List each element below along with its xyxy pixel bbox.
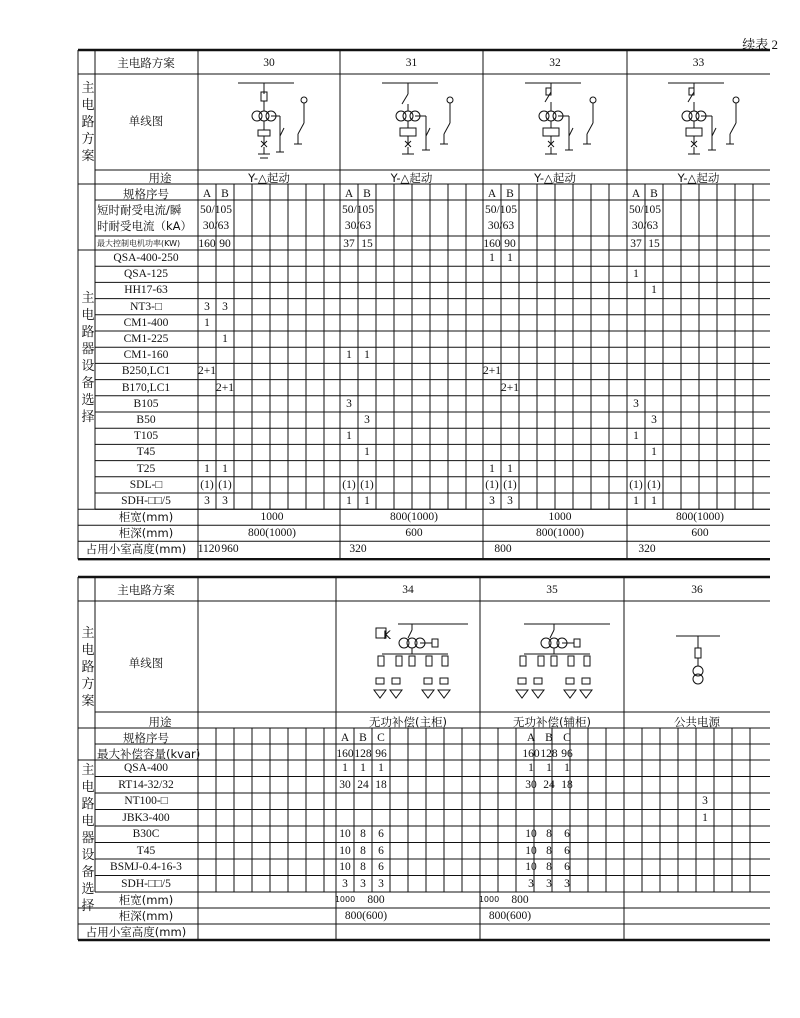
cell-value: 1: [346, 495, 352, 507]
side-char: 路: [81, 797, 95, 812]
width-30: 1000: [260, 511, 284, 524]
power-b: 15: [361, 238, 373, 250]
depth-value: 800(600): [344, 910, 388, 922]
side-char: 路: [81, 325, 95, 340]
cell-value-2: 8: [546, 828, 552, 840]
item-name: B170,LC1: [121, 381, 171, 394]
height-33: 320: [638, 543, 656, 556]
cell-value: 1: [204, 316, 210, 329]
item-name: QSA-400-250: [113, 252, 179, 264]
cell-value: 1: [507, 252, 513, 264]
side-char: 路: [81, 115, 95, 130]
power-a: 37: [630, 238, 642, 250]
cell-value: 1: [346, 349, 352, 362]
side-char: 主: [81, 626, 95, 641]
single-line-diagram-34: [368, 618, 478, 707]
use-text: Y-△起动: [677, 171, 720, 185]
use-text-2: 无功补偿(辅柜): [513, 715, 591, 729]
item-name-2: QSA-400: [123, 762, 169, 774]
scheme-number: 31: [405, 57, 418, 69]
item-name: SDL-□: [129, 478, 163, 491]
cell-value-2: 8: [360, 844, 366, 857]
cell-value-2: 8: [546, 844, 552, 857]
power-a: 37: [343, 238, 355, 250]
header-depth: 柜深(mm): [118, 526, 174, 541]
cell-value: 2+1: [198, 365, 216, 378]
height-32: 800: [494, 543, 512, 556]
header-short-time-1: 短时耐受电流/瞬: [97, 203, 182, 217]
cell-value: 1: [204, 462, 210, 475]
header-max-power: 最大控制电机功率(KW): [97, 239, 181, 248]
single-line-diagram-30: [228, 78, 318, 175]
cell-value: (1): [647, 478, 661, 491]
cell-value: (1): [485, 478, 499, 491]
depth-30: 800(1000): [248, 527, 296, 540]
k-label: K: [383, 628, 391, 642]
cell-value: 3: [507, 495, 513, 507]
item-name: CM1-160: [123, 349, 169, 362]
cell-value: 3: [489, 495, 495, 507]
cell-value: 1: [507, 462, 513, 475]
scheme-number-2: 36: [691, 584, 703, 596]
side-char: 设: [81, 848, 95, 863]
cell-value: 2+1: [216, 381, 234, 394]
cell-value-2: 1: [360, 762, 366, 774]
use-text-2: 无功补偿(主柜): [369, 715, 447, 729]
side-char: 方: [81, 677, 95, 692]
col-a: A: [202, 188, 212, 200]
capacity-value: 128: [354, 748, 372, 760]
short-time-current: 50/105: [629, 204, 661, 216]
capacity-value: 96: [375, 748, 387, 760]
cell-value-2: 3: [564, 877, 570, 890]
col-b: B: [221, 188, 229, 200]
height-31: 320: [349, 543, 367, 556]
cell-value-2: 10: [525, 861, 537, 873]
short-time-current: 50/105: [200, 204, 232, 216]
single-line-diagram-35: [510, 618, 620, 707]
capacity-value: 160: [336, 748, 354, 760]
cell-value-2: 3: [360, 877, 366, 890]
col-header: B: [545, 732, 553, 744]
depth-31: 600: [405, 527, 423, 540]
single-line-diagram-36: [670, 630, 730, 695]
side-char: 器: [81, 831, 95, 846]
cell-value: 1: [633, 430, 639, 443]
header-scheme-2: 主电路方案: [117, 583, 175, 597]
cell-value-2: 10: [525, 828, 537, 840]
cell-value-2: 24: [357, 778, 369, 791]
single-line-diagram-32: [515, 78, 605, 175]
side-char: 选: [81, 393, 95, 408]
width-a: 1000: [478, 895, 500, 904]
item-name: HH17-63: [124, 284, 168, 297]
side-char: 方: [81, 132, 95, 147]
cell-value-2: 24: [543, 778, 555, 791]
col-a: A: [487, 188, 497, 200]
item-name: SDH-□□/5: [121, 495, 171, 507]
col-header: A: [340, 732, 350, 744]
cell-value: (1): [200, 478, 214, 491]
cell-value: 3: [222, 495, 228, 507]
side-label-scheme: [80, 80, 96, 165]
side-char: 电: [81, 308, 95, 323]
side-char: 主: [81, 81, 95, 96]
side-char: 电: [81, 98, 95, 113]
col-header: B: [359, 732, 367, 744]
cell-value: 2+1: [501, 381, 519, 394]
cell-value: (1): [342, 478, 356, 491]
cell-value: 1: [651, 495, 657, 507]
cell-value-2: 3: [378, 877, 384, 890]
scheme-number-2: 34: [402, 584, 414, 596]
cell-value: 3: [364, 414, 370, 426]
scheme-number: 32: [549, 57, 561, 69]
cell-value-2: 30: [339, 778, 351, 791]
power-b: 90: [504, 238, 516, 250]
cell-value-2: 8: [360, 861, 366, 873]
side-char: 选: [81, 882, 95, 897]
capacity-value: 128: [540, 748, 558, 760]
cell-value: 1: [364, 495, 370, 507]
instant-current: 30/63: [202, 220, 230, 232]
header-short-time-2: 时耐受电流（kA）: [97, 219, 193, 233]
cell-value: 1: [364, 349, 370, 362]
side-char: 备: [81, 865, 95, 880]
col-b: B: [506, 188, 514, 200]
cell-value-2: 1: [702, 811, 708, 824]
side-char: 电: [81, 643, 95, 658]
side-label-equipment-2: [80, 762, 96, 915]
cell-value-2: 10: [339, 828, 351, 840]
header-height-2: 占用小室高度(mm): [85, 925, 187, 939]
cell-value: 3: [633, 397, 639, 410]
cell-value-2: 10: [525, 844, 537, 857]
cell-value: (1): [218, 478, 232, 491]
cell-value: 1: [364, 446, 370, 459]
header-height: 占用小室高度(mm): [85, 542, 187, 557]
width-b: 800: [511, 894, 529, 906]
side-char: 择: [81, 410, 95, 425]
cell-value-2: 6: [564, 828, 570, 840]
cell-value: 3: [204, 495, 210, 507]
scheme-number-2: 35: [546, 584, 558, 596]
side-char: 主: [81, 291, 95, 306]
item-name: NT3-□: [130, 300, 162, 313]
col-b: B: [363, 188, 371, 200]
item-name: T105: [133, 430, 159, 443]
header-depth-2: 柜深(mm): [118, 909, 174, 923]
header-width-2: 柜宽(mm): [118, 893, 174, 907]
height-30-b: 960: [221, 543, 239, 556]
side-char: 电: [81, 780, 95, 795]
cell-value-2: 1: [528, 762, 534, 774]
col-b: B: [650, 188, 658, 200]
use-text: Y-△起动: [390, 171, 433, 185]
cell-value: (1): [360, 478, 374, 491]
item-name-2: SDH-□□/5: [121, 877, 171, 890]
instant-current: 30/63: [344, 220, 372, 232]
cell-value-2: 3: [702, 795, 708, 807]
use-text: Y-△起动: [248, 171, 290, 185]
single-line-diagram-33: [658, 78, 748, 175]
use-text: Y-△起动: [534, 171, 576, 185]
item-name: CM1-400: [123, 316, 169, 329]
cell-value-2: 1: [342, 762, 348, 774]
col-header: A: [526, 732, 536, 744]
cell-value-2: 3: [546, 877, 552, 890]
height-30-a: 1120: [197, 543, 221, 556]
header-scheme: 主电路方案: [117, 56, 175, 70]
width-32: 1000: [548, 511, 572, 524]
cell-value-2: 1: [378, 762, 384, 774]
power-a: 160: [198, 238, 216, 250]
cell-value: (1): [629, 478, 643, 491]
power-b: 15: [648, 238, 660, 250]
cell-value: 3: [222, 300, 228, 313]
item-name-2: RT14-32/32: [118, 778, 174, 791]
instant-current: 30/63: [631, 220, 659, 232]
cell-value: 1: [651, 284, 657, 297]
header-diagram-2: 单线图: [128, 656, 164, 670]
header-use-2: 用途: [148, 715, 172, 729]
width-31: 800(1000): [390, 511, 438, 524]
header-diagram: 单线图: [128, 114, 164, 128]
col-header: C: [377, 732, 385, 744]
cell-value: 3: [651, 414, 657, 426]
cell-value: 1: [633, 495, 639, 507]
cell-value-2: 6: [564, 861, 570, 873]
cell-value-2: 3: [342, 877, 348, 890]
cell-value-2: 8: [546, 861, 552, 873]
cell-value: 1: [489, 462, 495, 475]
item-name: B250,LC1: [121, 365, 171, 378]
item-name-2: T45: [136, 844, 156, 857]
header-capacity: 最大补偿容量(kvar): [97, 747, 201, 761]
power-a: 160: [483, 238, 501, 250]
cell-value: 1: [651, 446, 657, 459]
width-b: 800: [367, 894, 385, 906]
capacity-value: 160: [522, 748, 540, 760]
cell-value: 1: [346, 430, 352, 443]
col-a: A: [344, 188, 354, 200]
side-char: 备: [81, 376, 95, 391]
width-a: 1000: [334, 895, 356, 904]
item-name: CM1-225: [123, 333, 169, 345]
item-name-2: BSMJ-0.4-16-3: [110, 861, 182, 873]
cell-value: 2+1: [483, 365, 501, 378]
cell-value-2: 6: [378, 861, 384, 873]
item-name: B105: [133, 397, 159, 410]
cell-value: 3: [204, 300, 210, 313]
side-label-scheme-2: [80, 625, 96, 710]
side-char: 路: [81, 660, 95, 675]
page-label: 续表 2: [742, 37, 778, 52]
cell-value-2: 6: [564, 844, 570, 857]
col-header: C: [563, 732, 571, 744]
cell-value: 1: [489, 252, 495, 264]
item-name: B50: [136, 414, 156, 426]
cell-value-2: 3: [528, 877, 534, 890]
col-a: A: [631, 188, 641, 200]
item-name-2: NT100-□: [124, 795, 168, 807]
header-spec-2: 规格序号: [123, 731, 169, 745]
item-name-2: B30C: [132, 828, 160, 840]
scheme-number: 30: [263, 57, 275, 69]
cell-value-2: 1: [564, 762, 570, 774]
cell-value-2: 18: [561, 778, 573, 791]
header-spec: 规格序号: [123, 187, 169, 201]
cell-value-2: 10: [339, 861, 351, 873]
cell-value-2: 6: [378, 828, 384, 840]
side-char: 器: [81, 342, 95, 357]
header-width: 柜宽(mm): [118, 510, 174, 525]
width-33: 800(1000): [676, 511, 724, 524]
instant-current: 30/63: [487, 220, 515, 232]
depth-value: 800(600): [488, 910, 532, 922]
cell-value: 1: [222, 462, 228, 475]
side-char: 主: [81, 763, 95, 778]
scheme-number: 33: [692, 57, 705, 69]
cell-value-2: 8: [360, 828, 366, 840]
item-name: QSA-125: [123, 268, 169, 281]
item-name: T25: [136, 462, 156, 475]
side-label-equipment: [80, 290, 96, 426]
cell-value-2: 1: [546, 762, 552, 774]
side-char: 案: [81, 694, 95, 709]
cell-value-2: 30: [525, 778, 537, 791]
cell-value: 1: [633, 268, 639, 281]
use-text-2: 公共电源: [674, 715, 720, 729]
cell-value-2: 10: [339, 844, 351, 857]
cell-value-2: 18: [375, 778, 387, 791]
power-b: 90: [219, 238, 231, 250]
short-time-current: 50/105: [485, 204, 517, 216]
depth-32: 800(1000): [536, 527, 584, 540]
item-name: T45: [136, 446, 156, 459]
cell-value: (1): [503, 478, 517, 491]
side-char: 择: [81, 899, 95, 914]
depth-33: 600: [691, 527, 709, 540]
side-char: 案: [81, 149, 95, 164]
item-name-2: JBK3-400: [122, 811, 170, 824]
single-line-diagram-31: [372, 78, 462, 175]
side-char: 设: [81, 359, 95, 374]
cell-value: 1: [222, 333, 228, 345]
side-char: 电: [81, 814, 95, 829]
capacity-value: 96: [561, 748, 573, 760]
cell-value-2: 6: [378, 844, 384, 857]
short-time-current: 50/105: [342, 204, 374, 216]
header-use: 用途: [148, 171, 172, 185]
cell-value: 3: [346, 397, 352, 410]
